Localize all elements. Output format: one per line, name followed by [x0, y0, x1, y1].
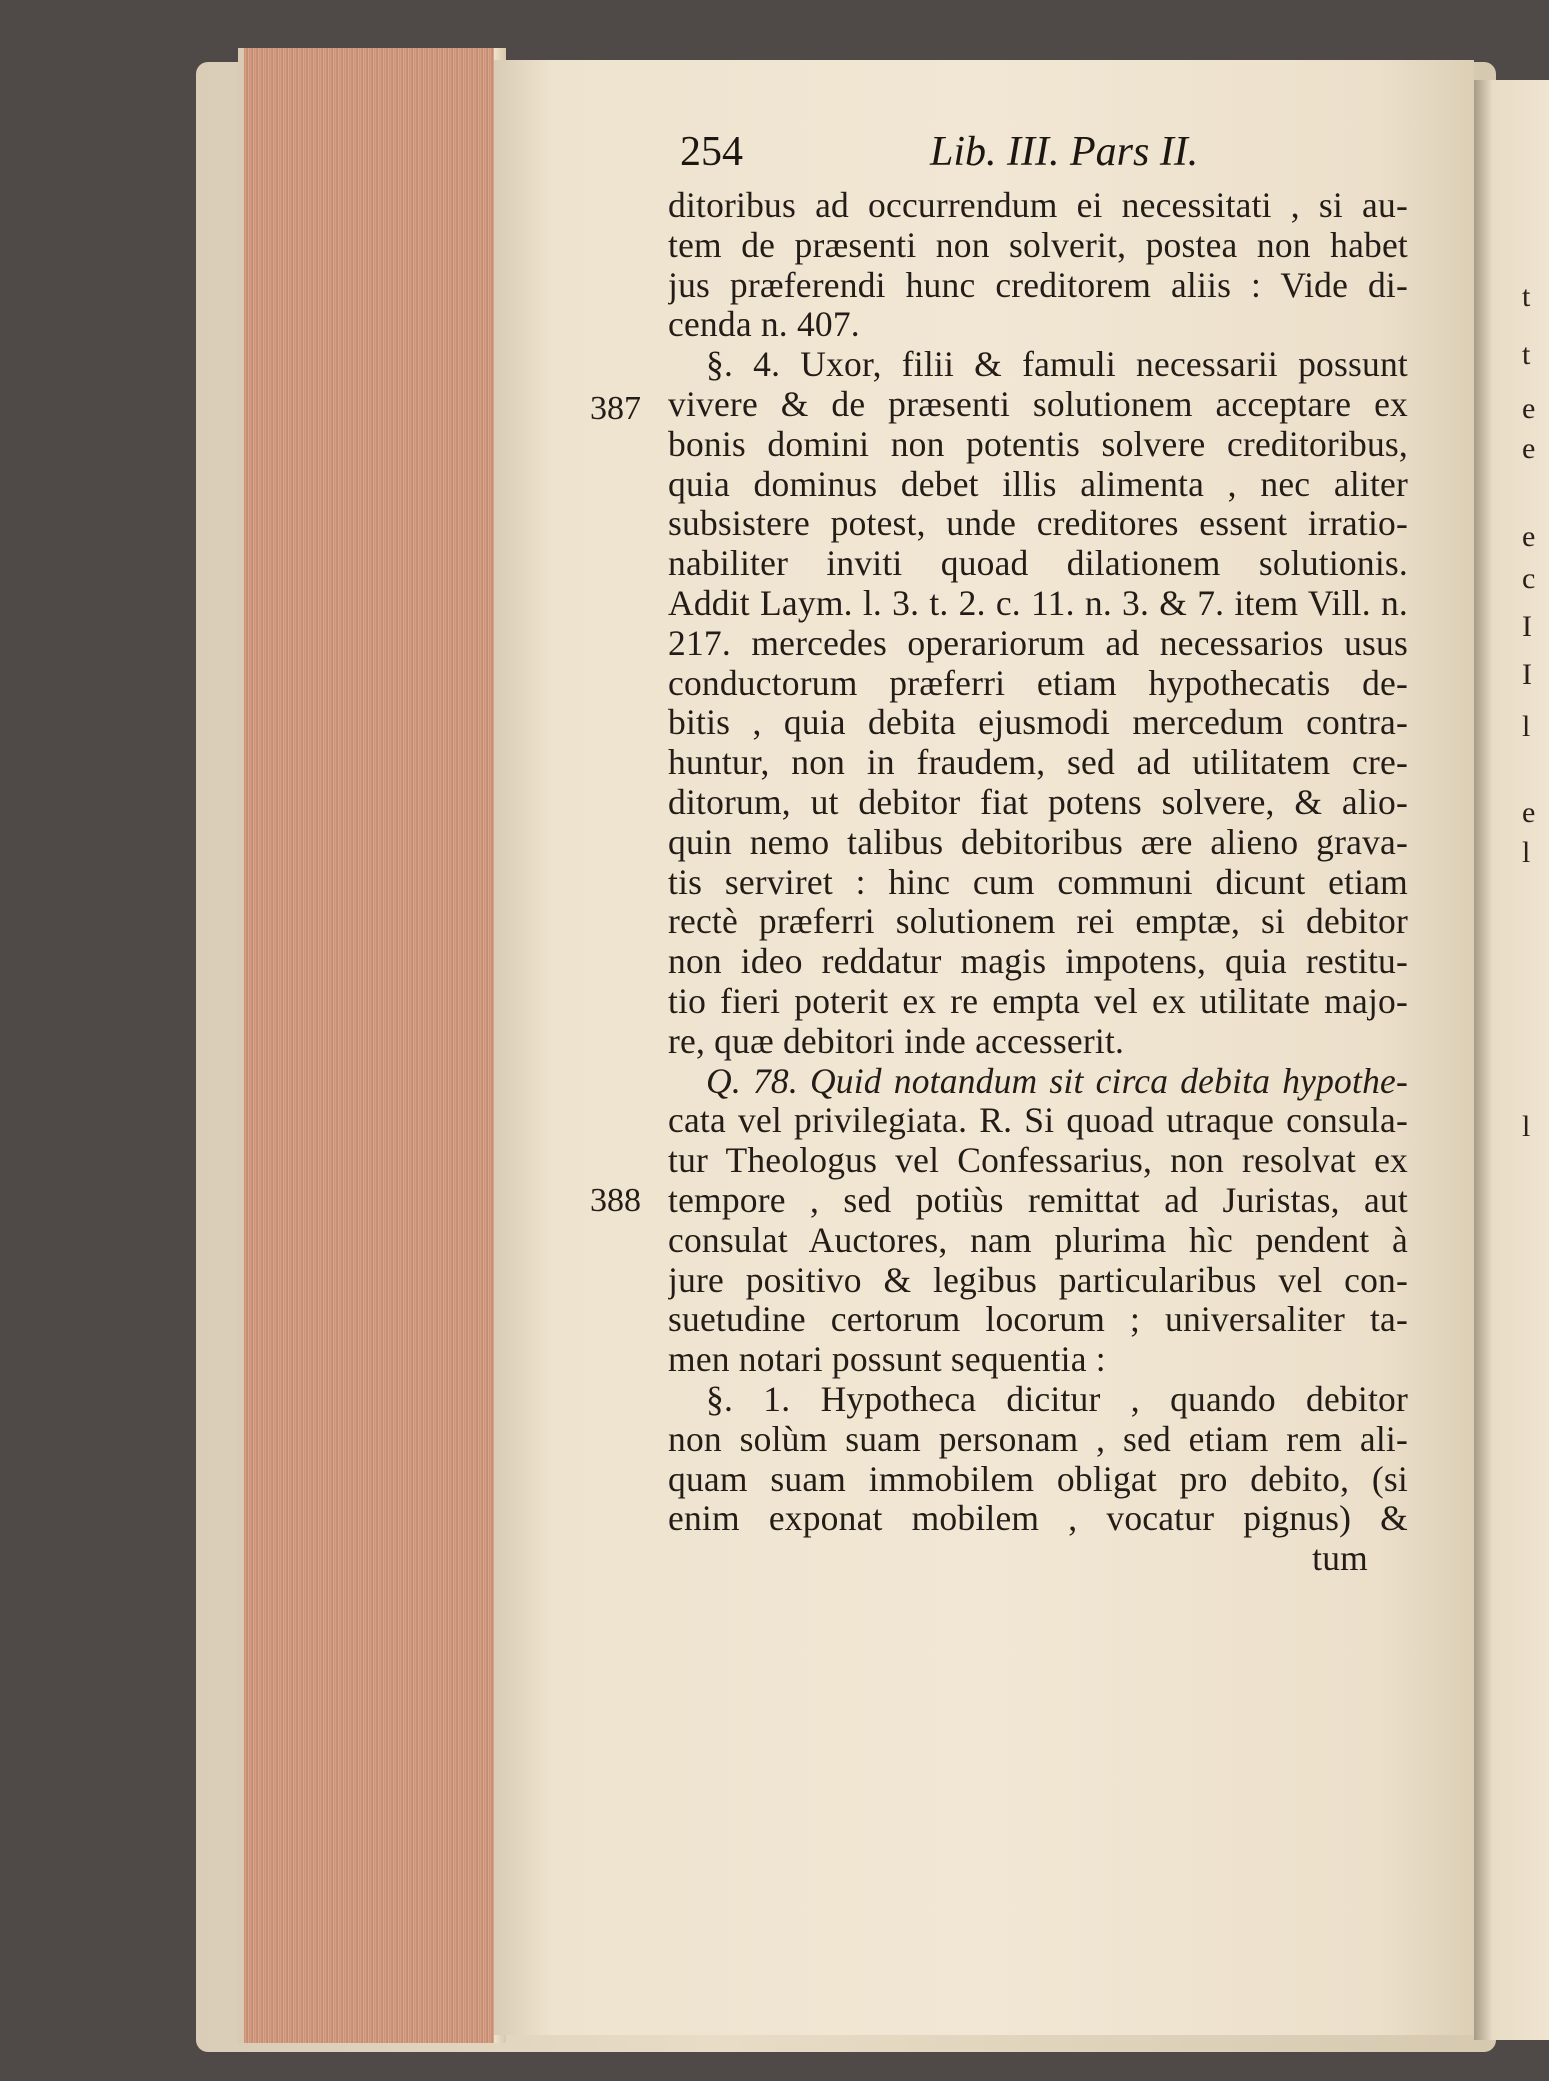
text-line: re, quæ debitori inde accesserit. — [668, 1021, 1125, 1061]
text-line: 217. mercedes operariorum ad necessarios usus — [668, 623, 1408, 663]
facing-letter: l — [1522, 836, 1531, 869]
running-title: Lib. III. Pars II. — [930, 129, 1199, 175]
text-line: conductorum præferri etiam hypothecatis de- — [668, 663, 1408, 703]
text-line: non ideo reddatur magis impotens, quia restitu- — [668, 942, 1408, 982]
text-line: rectè præferri solutionem rei emptæ, si debitor — [668, 902, 1408, 942]
running-head — [680, 128, 1240, 178]
text-line: §. 4. Uxor, filii & famuli necessarii possunt — [706, 345, 1408, 385]
text-line: tempore , sed potiùs remittat ad Juristas, aut — [668, 1180, 1408, 1220]
text-line: §. 1. Hypotheca dicitur , quando debitor — [706, 1379, 1408, 1419]
text-line: ditoribus ad occurrendum ei necessitati , si au- — [668, 186, 1408, 225]
text-line: tur Theologus vel Confessarius, non resolvat ex — [668, 1141, 1408, 1181]
margin-number: 388 — [590, 1182, 641, 1219]
facing-letter: t — [1522, 280, 1531, 313]
text-line: bitis , quia debita ejusmodi mercedum contra- — [668, 703, 1408, 743]
text-line: tis serviret : hinc cum communi dicunt etiam — [668, 862, 1408, 902]
text-line: quia dominus debet illis alimenta , nec aliter — [668, 464, 1408, 504]
catchword: tum — [1312, 1539, 1368, 1579]
text-line: suetudine certorum locorum ; universaliter ta- — [668, 1300, 1408, 1340]
text-line: Q. 78. Quid notandum sit circa debita hypothe- — [706, 1061, 1408, 1101]
text-line: subsistere potest, unde creditores essent irratio- — [668, 504, 1408, 544]
facing-letter: l — [1522, 1110, 1531, 1143]
text-line: non solùm suam personam , sed etiam rem ali- — [668, 1419, 1408, 1459]
page-edges — [238, 48, 494, 2043]
text-line: consulat Auctores, nam plurima hìc pendent à — [668, 1220, 1408, 1260]
text-line: quam suam immobilem obligat pro debito, (si — [668, 1459, 1408, 1499]
text-line: men notari possunt sequentia : — [668, 1340, 1106, 1380]
body-text — [668, 186, 1408, 1579]
facing-letter: e — [1522, 520, 1536, 553]
text-line: bonis domini non potentis solvere creditoribus, — [668, 424, 1408, 464]
text-line: cata vel privilegiata. R. Si quoad utraque consula- — [668, 1101, 1408, 1141]
text-line: nabiliter inviti quoad dilationem solutionis. — [668, 544, 1408, 584]
text-line: jure positivo & legibus particularibus vel con- — [668, 1260, 1408, 1300]
text-line: enim exponat mobilem , vocatur pignus) & — [668, 1499, 1408, 1539]
margin-number: 387 — [590, 390, 641, 427]
text-line: vivere & de præsenti solutionem acceptare ex — [668, 384, 1408, 424]
text-line: jus præferendi hunc creditorem aliis : Vide di- — [668, 265, 1408, 305]
facing-letter: e — [1522, 392, 1536, 425]
facing-letter: l — [1522, 710, 1531, 743]
facing-letter: t — [1522, 338, 1531, 371]
text-line: tem de præsenti non solverit, postea non habet — [668, 225, 1408, 265]
facing-letter: I — [1522, 610, 1532, 643]
page-number: 254 — [680, 129, 743, 175]
facing-letter: e — [1522, 796, 1536, 829]
text-line: ditorum, ut debitor fiat potens solvere, & alio- — [668, 782, 1408, 822]
text-line: quin nemo talibus debitoribus ære alieno grava- — [668, 822, 1408, 862]
text-line: huntur, non in fraudem, sed ad utilitatem cre- — [668, 743, 1408, 783]
text-line: tio fieri poterit ex re empta vel ex utilitate majo- — [668, 981, 1408, 1021]
facing-letter: c — [1522, 562, 1536, 595]
facing-letter: I — [1522, 658, 1532, 691]
text-line: Addit Laym. l. 3. t. 2. c. 11. n. 3. & 7. item Vill. n. — [668, 583, 1408, 623]
facing-page-edge — [1474, 80, 1549, 2040]
facing-letter: e — [1522, 432, 1536, 465]
text-line: cenda n. 407. — [668, 305, 860, 345]
